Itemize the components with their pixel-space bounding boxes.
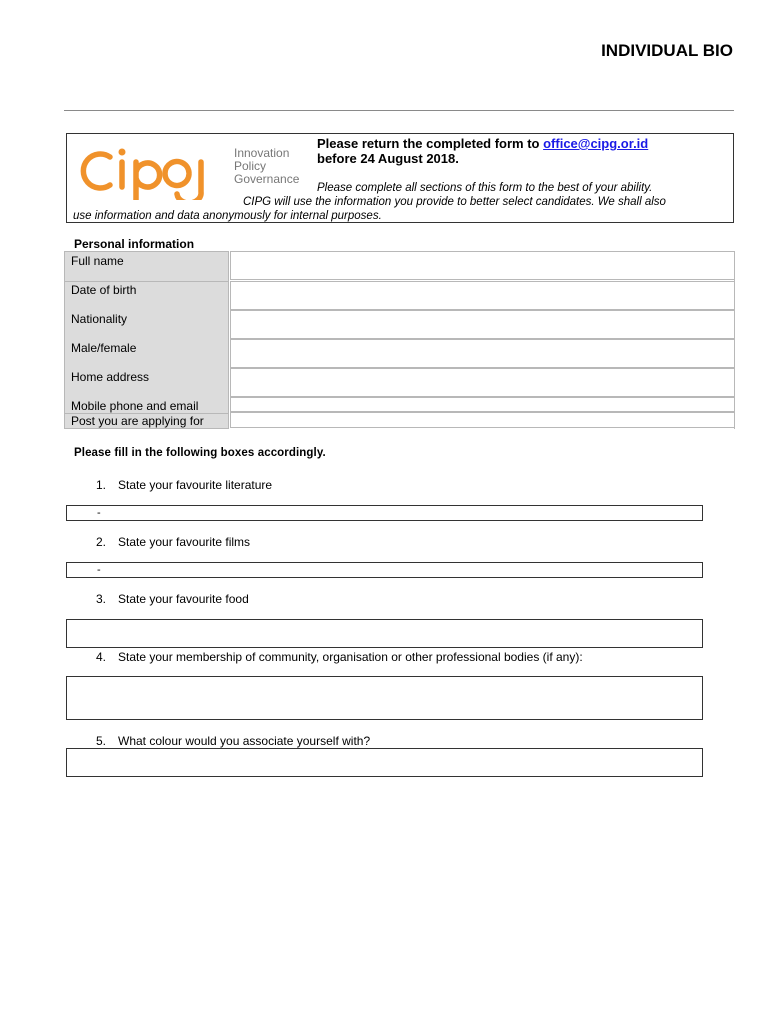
row-divider [65, 281, 228, 282]
nationality-field[interactable] [230, 310, 735, 339]
gender-field[interactable] [230, 339, 735, 368]
date-of-birth-field[interactable] [230, 281, 735, 310]
answer-text: - [97, 564, 101, 576]
question-number: 2. [96, 535, 107, 549]
question-text: State your favourite literature [118, 478, 273, 492]
cipg-logo [77, 140, 307, 200]
header-divider [64, 110, 734, 111]
question-4 [96, 650, 583, 664]
return-instructions [317, 136, 648, 166]
question-text: What colour would you associate yourself with? [118, 734, 371, 748]
question-number: 1. [96, 478, 107, 492]
post-applying-field[interactable] [230, 412, 735, 428]
logo-tagline-2: Policy [234, 159, 267, 173]
question-3 [96, 592, 249, 606]
answer-box-2[interactable] [66, 562, 703, 578]
table-right-border [734, 251, 738, 429]
document-title: INDIVIDUAL BIO [601, 41, 733, 60]
answer-text: - [97, 507, 101, 519]
question-text: State your membership of community, organisation or other professional bodies (if any): [118, 650, 583, 664]
personal-info-table [64, 251, 737, 429]
question-number: 5. [96, 734, 107, 748]
phone-email-field[interactable] [230, 397, 735, 412]
field-label: Nationality [71, 312, 128, 326]
privacy-note-1: CIPG will use the information you provide to better select candidates. We shall also [243, 196, 666, 208]
field-label: Post you are applying for [71, 414, 204, 428]
field-label: Male/female [71, 341, 137, 355]
personal-info-heading: Personal information [74, 237, 195, 251]
label-column [64, 251, 229, 429]
answer-box-5[interactable] [66, 748, 703, 777]
field-label: Home address [71, 370, 150, 384]
instruction-note: Please complete all sections of this form to the best of your ability. [317, 182, 653, 194]
answer-box-1[interactable] [66, 505, 703, 521]
question-number: 3. [96, 592, 107, 606]
logo-tagline-3: Governance [234, 172, 300, 186]
home-address-field[interactable] [230, 368, 735, 397]
question-number: 4. [96, 650, 107, 664]
question-text: State your favourite films [118, 535, 251, 549]
answer-box-4[interactable] [66, 676, 703, 720]
question-2 [96, 535, 250, 549]
logo-tagline-1: Innovation [234, 146, 290, 160]
return-text: Please return the completed form to [317, 136, 544, 151]
questions-instruction: Please fill in the following boxes accordingly. [74, 447, 326, 459]
privacy-note-2: use information and data anonymously for internal purposes. [73, 210, 382, 222]
answer-box-3[interactable] [66, 619, 703, 648]
question-5 [96, 734, 370, 748]
field-label: Date of birth [71, 283, 137, 297]
question-text: State your favourite food [118, 592, 249, 606]
field-label: Full name [71, 254, 124, 268]
email-link[interactable]: office@cipg.or.id [543, 136, 649, 151]
full-name-field[interactable] [230, 251, 735, 280]
question-1 [96, 478, 272, 492]
deadline-text: before 24 August 2018. [317, 151, 459, 166]
intro-box [66, 133, 734, 223]
field-label: Mobile phone and email [71, 399, 199, 413]
